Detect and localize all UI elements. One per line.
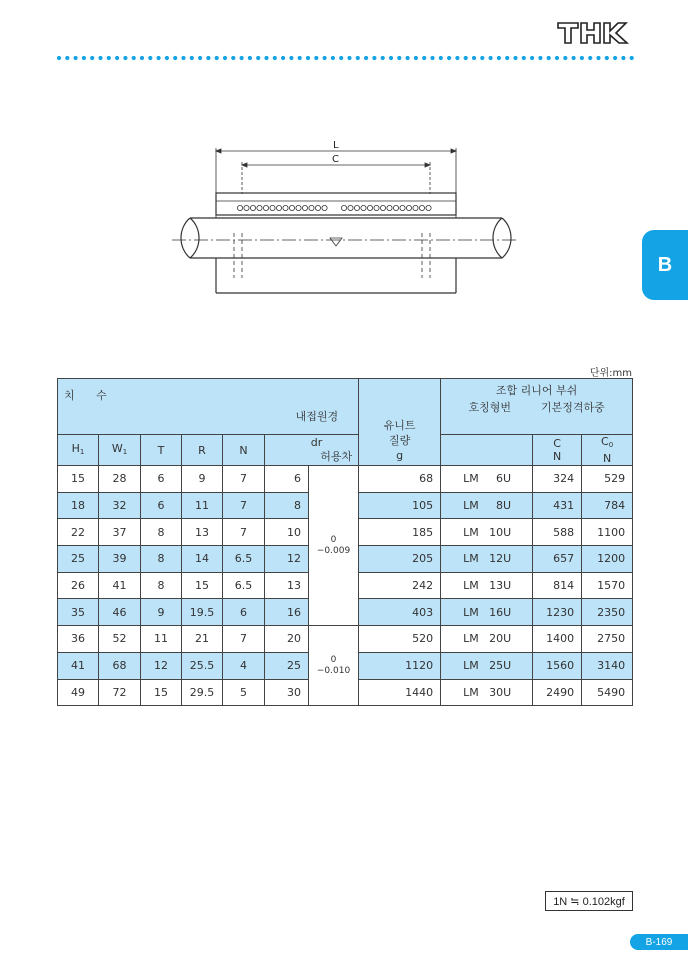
cell-t: 8 [141, 572, 182, 599]
model-prefix: LM [463, 525, 479, 539]
cell-t: 8 [141, 519, 182, 546]
linear-bushing-drawing-icon [172, 138, 517, 298]
dim-label-C: C [332, 154, 339, 165]
model-size: 12U [489, 552, 512, 566]
cell-dr: 20 [265, 626, 309, 653]
cell-c: 1400 [533, 626, 582, 653]
cell-n: 6.5 [223, 572, 265, 599]
cell-c: 2490 [533, 679, 582, 706]
cell-dr: 16 [265, 599, 309, 626]
cell-mass: 185 [359, 519, 441, 546]
cell-model [441, 466, 533, 493]
cell-w1: 46 [99, 599, 141, 626]
cell-n: 6 [223, 599, 265, 626]
cell-r: 9 [182, 466, 223, 493]
model-size: 6U [496, 472, 512, 486]
cell-c0: 1200 [582, 546, 633, 573]
cell-mass: 1120 [359, 652, 441, 679]
cell-mass: 68 [359, 466, 441, 493]
model-size: 25U [489, 659, 512, 673]
model-prefix: LM [463, 472, 479, 486]
cell-r: 19.5 [182, 599, 223, 626]
tolerance-lower: −0.010 [316, 665, 351, 676]
model-prefix: LM [463, 552, 479, 566]
model-size: 20U [489, 632, 512, 646]
header-unit-l2: 질량 [388, 434, 411, 447]
cell-c: 657 [533, 546, 582, 573]
cell-c: 1230 [533, 599, 582, 626]
header-combo-title: 조합 리니어 부쉬 [495, 384, 578, 397]
cell-c0: 1100 [582, 519, 633, 546]
header-combo [441, 379, 633, 435]
cell-c: 324 [533, 466, 582, 493]
cell-r: 25.5 [182, 652, 223, 679]
header-R: R [182, 435, 223, 466]
cell-c: 814 [533, 572, 582, 599]
cell-r: 14 [182, 546, 223, 573]
cell-dr: 13 [265, 572, 309, 599]
cell-h1: 22 [58, 519, 99, 546]
unit-conversion-note: 1N ≒ 0.102kgf [545, 891, 633, 911]
model-size: 13U [489, 579, 512, 593]
cell-model [441, 652, 533, 679]
cell-w1: 41 [99, 572, 141, 599]
cell-model [441, 599, 533, 626]
header-dotted-rule [56, 55, 634, 61]
cell-t: 8 [141, 546, 182, 573]
cell-r: 15 [182, 572, 223, 599]
cell-dr: 30 [265, 679, 309, 706]
table-row [58, 626, 633, 653]
tolerance-upper: 0 [330, 534, 337, 545]
cell-c0: 3140 [582, 652, 633, 679]
cell-r: 29.5 [182, 679, 223, 706]
tolerance-lower: −0.009 [316, 545, 351, 556]
cell-mass: 205 [359, 546, 441, 573]
cell-h1: 41 [58, 652, 99, 679]
cell-c: 1560 [533, 652, 582, 679]
dim-label-L: L [333, 140, 339, 151]
cell-model [441, 492, 533, 519]
cell-model [441, 572, 533, 599]
cell-t: 6 [141, 492, 182, 519]
header-dimensions [58, 379, 359, 435]
header-model-blank [441, 435, 533, 466]
cell-tolerance [309, 466, 359, 626]
cell-h1: 26 [58, 572, 99, 599]
cell-mass: 242 [359, 572, 441, 599]
cell-model [441, 679, 533, 706]
header-C: C N [533, 435, 582, 466]
header-tolerance: 허용차 [320, 450, 353, 463]
model-size: 10U [489, 525, 512, 539]
header-inner-dia: 내접원경 [295, 410, 339, 423]
unit-note: 단위:mm [589, 368, 632, 379]
table-row [58, 466, 633, 493]
header-C0: C0 N [582, 435, 633, 466]
cell-t: 12 [141, 652, 182, 679]
model-prefix: LM [463, 632, 479, 646]
cell-w1: 68 [99, 652, 141, 679]
cell-n: 7 [223, 626, 265, 653]
header-rating: 기본정격하중 [540, 401, 605, 414]
cell-h1: 15 [58, 466, 99, 493]
cell-h1: 35 [58, 599, 99, 626]
cell-dr: 6 [265, 466, 309, 493]
thk-logo-icon [556, 20, 632, 46]
cell-dr: 8 [265, 492, 309, 519]
model-prefix: LM [463, 499, 479, 513]
cell-mass: 403 [359, 599, 441, 626]
cell-r: 11 [182, 492, 223, 519]
header-T: T [141, 435, 182, 466]
model-prefix: LM [463, 605, 479, 619]
cell-c0: 2750 [582, 626, 633, 653]
cell-t: 9 [141, 599, 182, 626]
cell-w1: 37 [99, 519, 141, 546]
cell-h1: 36 [58, 626, 99, 653]
cell-mass: 105 [359, 492, 441, 519]
cell-h1: 25 [58, 546, 99, 573]
cell-model [441, 519, 533, 546]
cell-n: 7 [223, 519, 265, 546]
cell-w1: 72 [99, 679, 141, 706]
cell-t: 15 [141, 679, 182, 706]
cell-r: 13 [182, 519, 223, 546]
header-model: 호칭형번 [468, 401, 511, 414]
model-size: 8U [496, 499, 512, 513]
cell-model [441, 626, 533, 653]
cell-w1: 39 [99, 546, 141, 573]
cell-t: 6 [141, 466, 182, 493]
cell-c0: 5490 [582, 679, 633, 706]
header-W1: W1 [99, 435, 141, 466]
section-tab-label: B [657, 253, 673, 276]
cell-c0: 1570 [582, 572, 633, 599]
cell-w1: 52 [99, 626, 141, 653]
cell-dr: 12 [265, 546, 309, 573]
model-size: 16U [489, 605, 512, 619]
cell-n: 5 [223, 679, 265, 706]
cell-h1: 18 [58, 492, 99, 519]
cell-dr: 10 [265, 519, 309, 546]
header-dimensions-label: 치 수 [64, 389, 107, 402]
header-unit-l1: 유니트 [383, 419, 416, 432]
cell-model [441, 546, 533, 573]
cell-tolerance [309, 626, 359, 706]
header-unit-mass [359, 379, 441, 466]
header-N: N [223, 435, 265, 466]
cell-c: 588 [533, 519, 582, 546]
cell-c0: 529 [582, 466, 633, 493]
cell-w1: 32 [99, 492, 141, 519]
cell-t: 11 [141, 626, 182, 653]
cell-c: 431 [533, 492, 582, 519]
header-dr-tol [265, 435, 359, 466]
model-size: 30U [489, 685, 512, 699]
cell-n: 7 [223, 492, 265, 519]
header-H1: H1 [58, 435, 99, 466]
section-tab [642, 230, 688, 300]
tolerance-upper: 0 [330, 654, 337, 665]
header-unit-l3: g [396, 449, 404, 462]
cell-mass: 520 [359, 626, 441, 653]
cell-r: 21 [182, 626, 223, 653]
cell-n: 6.5 [223, 546, 265, 573]
cell-c0: 2350 [582, 599, 633, 626]
model-prefix: LM [463, 685, 479, 699]
cell-w1: 28 [99, 466, 141, 493]
cell-c0: 784 [582, 492, 633, 519]
page-number: B-169 [630, 934, 688, 950]
cell-n: 4 [223, 652, 265, 679]
cell-h1: 49 [58, 679, 99, 706]
cell-dr: 25 [265, 652, 309, 679]
header-dr: dr [310, 436, 323, 449]
cell-mass: 1440 [359, 679, 441, 706]
cell-n: 7 [223, 466, 265, 493]
model-prefix: LM [463, 659, 479, 673]
model-prefix: LM [463, 579, 479, 593]
spec-table [57, 378, 633, 706]
